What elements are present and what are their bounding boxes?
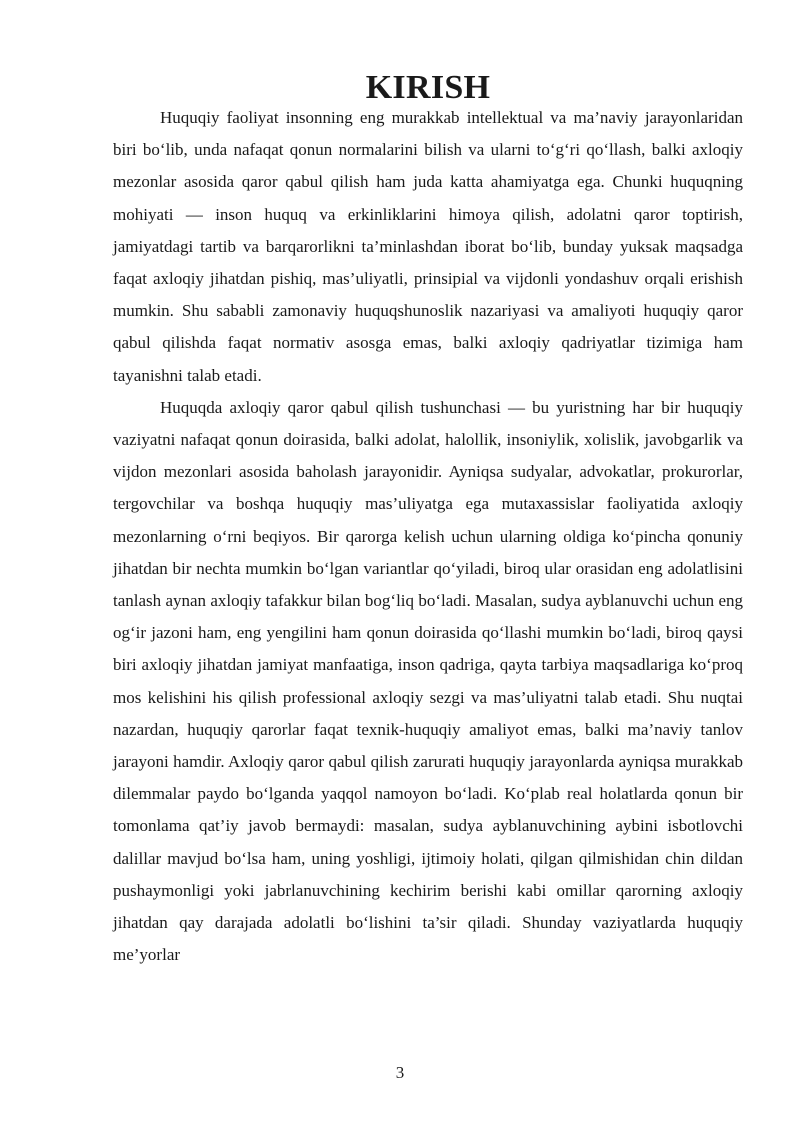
document-body — [113, 69, 743, 971]
paragraph: Huquqiy faoliyat insonning eng murakkab intellektual va ma’naviy jarayonlaridan biri bo‘lib, unda nafaqat qonun normalarini bilish va ularni to‘g‘ri qo‘llash, balki axloqiy mezonlar asosida qaror qabul qilish ham juda katta ahamiyatga ega. Chunki huquqning mohiyati — inson huquq va erkinliklarini himoya qilish, adolatni qaror toptirish, jamiyatdagi tartib va barqarorlikni ta’minlashdan iborat bo‘lib, bunday yuksak maqsadga faqat axloqiy jihatdan pishiq, mas’uliyatli, prinsipial va vijdonli yondashuv orqali erishish mumkin. Shu sababli zamonaviy huquqshunoslik nazariyasi va amaliyoti huquqiy qaror qabul qilishda faqat normativ asosga emas, balki axloqiy qadriyatlar tizimiga ham tayanishni talab etadi. — [113, 108, 743, 385]
page-number: 3 — [395, 1063, 405, 1082]
paragraph: Huquqda axloqiy qaror qabul qilish tushunchasi — bu yuristning har bir huquqiy vaziyatni nafaqat qonun doirasida, balki adolat, halollik, insoniylik, xolislik, javobgarlik va vijdon mezonlari asosida baholash jarayonidir. Ayniqsa sudyalar, advokatlar, prokurorlar, tergovchilar va boshqa huquqiy mas’uliyatga ega mutaxassislar faoliyatida axloqiy mezonlarning o‘rni beqiyos. Bir qarorga kelish uchun ularning oldiga ko‘pincha qonuniy jihatdan bir nechta mumkin bo‘lgan variantlar qo‘yiladi, biroq ular orasidan eng adolatlisini tanlash aynan axloqiy tafakkur bilan bog‘liq bo‘ladi. Masalan, sudya ayblanuvchi uchun eng og‘ir jazoni ham, eng yengilini ham qonun doirasida qo‘llashi mumkin bo‘ladi, biroq qaysi biri axloqiy jihatdan jamiyat manfaatiga, inson qadriga, qayta tarbiya maqsadlariga ko‘proq mos kelishini his qilish professional axloqiy sezgi va mas’uliyatni talab etadi. Shu nuqtai nazardan, huquqiy qarorlar faqat texnik-huquqiy amaliyot emas, balki ma’naviy tanlov jarayoni hamdir. Axloqiy qaror qabul qilish zarurati huquqiy jarayonlarda ayniqsa murakkab dilemmalar paydo bo‘lganda yaqqol namoyon bo‘ladi. Ko‘plab real holatlarda qonun bir tomonlama qat’iy javob bermaydi: masalan, sudya ayblanuvchining aybini isbotlovchi dalillar mavjud bo‘lsa ham, uning yoshligi, ijtimoiy holati, qilgan qilmishidan chin dildan pushaymonligi yoki jabrlanuvchining kechirim berishi kabi omillar qarorning axloqiy jihatdan qay darajada adolatli bo‘lishini ta’sir qiladi. Shunday vaziyatlarda huquqiy me’yorlar — [113, 397, 743, 965]
section-title: KIRISH — [365, 69, 491, 106]
